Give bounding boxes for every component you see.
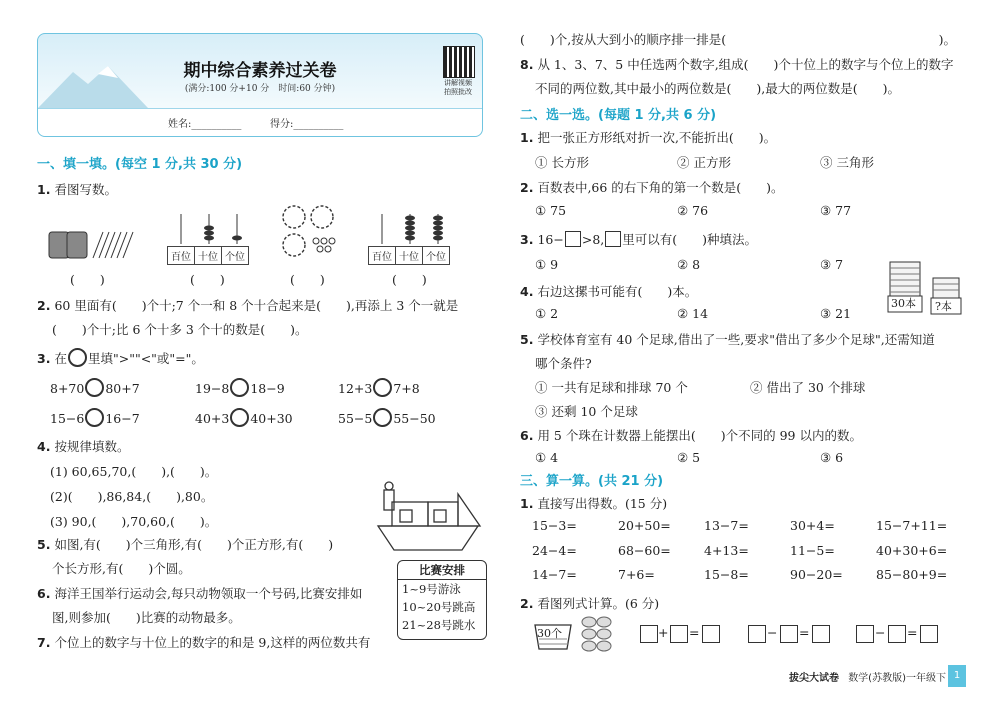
eq3-op: −: [875, 625, 886, 640]
choice-q6-opt-1[interactable]: ① 4: [535, 450, 559, 465]
calc-item[interactable]: 40+30+6=: [876, 543, 948, 558]
q1-answer-1[interactable]: ( ): [70, 272, 105, 287]
eq2-box-2[interactable]: [780, 625, 798, 643]
calc-item[interactable]: 15−8=: [704, 567, 749, 582]
exam-header: [37, 33, 483, 137]
book-stack-label-1: 30本: [891, 297, 916, 310]
race-schedule-title: 比赛安排: [398, 561, 486, 580]
q8-line2: 不同的两位数,其中最小的两位数是( ),最大的两位数是( )。: [535, 81, 900, 96]
choice-q5-line1: 5. 学校体育室有 40 个足球,借出了一些,要求"借出了多少个足球",还需知道: [520, 332, 935, 347]
calc-item[interactable]: 7+6=: [618, 567, 655, 582]
calc-item[interactable]: 30+4=: [790, 518, 835, 533]
score-label: 得分:__________: [270, 119, 344, 130]
eq1-equals: =: [689, 625, 700, 640]
race-rule-1: 1~9号游泳: [402, 582, 461, 596]
q3: 3. 在 里填">""<"或"="。: [37, 348, 204, 367]
calc-item[interactable]: 15−3=: [532, 518, 577, 533]
eq3-box-1[interactable]: [856, 625, 874, 643]
choice-q1-opt-2[interactable]: ② 正方形: [677, 155, 731, 170]
eq2-box-3[interactable]: [812, 625, 830, 643]
page-number: 1: [948, 665, 966, 687]
q7: 7. 个位上的数字与十位上的数字的和是 9,这样的两位数共有: [37, 635, 371, 650]
q7-continued: ( )个,按从大到小的顺序排一排是( )。: [520, 32, 956, 47]
choice-q2-opt-2[interactable]: ② 76: [677, 203, 709, 218]
q4-item-2[interactable]: (2)( ),86,84,( ),80。: [50, 489, 214, 504]
choice-q4: 4. 右边这摞书可能有( )本。: [520, 284, 698, 299]
eq2-op: −: [767, 625, 778, 640]
bead-rings-icon: [280, 203, 340, 259]
footer-subject: 数学(苏教版)一年级下: [848, 673, 946, 684]
eq3-box-3[interactable]: [920, 625, 938, 643]
mountain-icon: [38, 64, 158, 108]
eq3-box-2[interactable]: [888, 625, 906, 643]
choice-q3: 3. 16− >8, 里可以有( )种填法。: [520, 232, 758, 247]
calc-item[interactable]: 68−60=: [618, 543, 671, 558]
choice-q3-opt-3[interactable]: ③ 7: [820, 257, 844, 272]
choice-q1-opt-3[interactable]: ③ 三角形: [820, 155, 874, 170]
q3-item-5[interactable]: 40+3 40+30: [195, 408, 293, 427]
q1-answer-4[interactable]: ( ): [392, 272, 427, 287]
q3-item-1[interactable]: 8+70 80+7: [50, 378, 140, 397]
exam-subtitle: (满分:100 分+10 分 时间:60 分钟): [184, 84, 336, 94]
book-stack-label-2: ?本: [935, 300, 952, 313]
q5-line1: 5. 如图,有( )个三角形,有( )个正方形,有( ): [37, 537, 334, 552]
eggs-icon: [580, 615, 614, 655]
race-rule-2: 10~20号跳高: [402, 600, 476, 614]
name-score-bar: [38, 108, 482, 136]
basket-label: 30个: [537, 627, 562, 640]
calc-item[interactable]: 90−20=: [790, 567, 843, 582]
choice-q4-opt-3[interactable]: ③ 21: [820, 306, 852, 321]
qr-code-icon[interactable]: [443, 46, 475, 78]
qr-label: 讲解视频 拍照批改: [444, 79, 472, 96]
bundled-sticks-icon: [47, 228, 137, 262]
q1-answer-2[interactable]: ( ): [190, 272, 225, 287]
list-title: 2. 看图列式计算。(6 分): [520, 596, 660, 611]
choice-q6-opt-3[interactable]: ③ 6: [820, 450, 844, 465]
choice-q2-opt-1[interactable]: ① 75: [535, 203, 567, 218]
eq3-equals: =: [907, 625, 918, 640]
calc-item[interactable]: 85−80+9=: [876, 567, 948, 582]
q6-line2: 图,则参加( )比赛的动物最多。: [52, 610, 241, 625]
boat-figure: [370, 480, 486, 556]
section-3-title: 三、算一算。(共 21 分): [520, 474, 664, 489]
choice-q6: 6. 用 5 个珠在计数器上能摆出( )个不同的 99 以内的数。: [520, 428, 862, 443]
calc-item[interactable]: 11−5=: [790, 543, 835, 558]
circle-icon: [68, 348, 87, 367]
calc-item[interactable]: 13−7=: [704, 518, 749, 533]
choice-q5-line2: 哪个条件?: [535, 356, 592, 371]
choice-q3-opt-2[interactable]: ② 8: [677, 257, 701, 272]
q1: 1. 看图写数。: [37, 182, 117, 197]
choice-q1-opt-1[interactable]: ① 长方形: [535, 155, 589, 170]
calc-item[interactable]: 14−7=: [532, 567, 577, 582]
q4-item-1[interactable]: (1) 60,65,70,( ),( )。: [50, 464, 218, 479]
q6-line1: 6. 海洋王国举行运动会,每只动物领取一个号码,比赛安排如: [37, 586, 363, 601]
eq1-box-2[interactable]: [670, 625, 688, 643]
choice-q5-opt-2[interactable]: ② 借出了 30 个排球: [750, 380, 866, 395]
choice-q5-opt-3[interactable]: ③ 还剩 10 个足球: [535, 404, 638, 419]
calc-item[interactable]: 24−4=: [532, 543, 577, 558]
q3-item-6[interactable]: 55−5 55−50: [338, 408, 436, 427]
eq2-equals: =: [799, 625, 810, 640]
q2-line2: ( )个十;比 6 个十多 3 个十的数是( )。: [52, 322, 308, 337]
q1-answer-3[interactable]: ( ): [290, 272, 325, 287]
section-2-title: 二、选一选。(每题 1 分,共 6 分): [520, 108, 717, 123]
eq1-op: +: [658, 625, 669, 640]
abacus-2: 百位 十位 个位: [368, 210, 452, 265]
choice-q2-opt-3[interactable]: ③ 77: [820, 203, 852, 218]
q3-item-4[interactable]: 15−6 16−7: [50, 408, 140, 427]
calc-item[interactable]: 4+13=: [704, 543, 749, 558]
footer-brand: 拔尖大试卷: [789, 673, 839, 684]
calc-title: 1. 直接写出得数。(15 分): [520, 496, 668, 511]
race-schedule-box: [397, 560, 487, 640]
choice-q4-opt-2[interactable]: ② 14: [677, 306, 709, 321]
abacus-1: 百位 十位 个位: [167, 210, 251, 265]
calc-item[interactable]: 20+50=: [618, 518, 671, 533]
q2-line1: 2. 60 里面有( )个十;7 个一和 8 个十合起来是( ),再添上 3 个一就是: [37, 298, 459, 313]
choice-q4-opt-1[interactable]: ① 2: [535, 306, 559, 321]
calc-item[interactable]: 15−7+11=: [876, 518, 948, 533]
footer: [789, 669, 946, 684]
choice-q2: 2. 百数表中,66 的右下角的第一个数是( )。: [520, 180, 784, 195]
q3-item-2[interactable]: 19−8 18−9: [195, 378, 285, 397]
choice-q5-opt-1[interactable]: ① 一共有足球和排球 70 个: [535, 380, 688, 395]
choice-q1: 1. 把一张正方形纸对折一次,不能折出( )。: [520, 130, 777, 145]
q4: 4. 按规律填数。: [37, 439, 130, 454]
section-1-title: 一、填一填。(每空 1 分,共 30 分): [37, 157, 243, 172]
exam-title: 期中综合素养过关卷: [183, 61, 337, 81]
q3-item-3[interactable]: 12+3 7+8: [338, 378, 420, 397]
name-label: 姓名:__________: [168, 119, 242, 130]
q4-item-3[interactable]: (3) 90,( ),70,60,( )。: [50, 514, 218, 529]
eq1-box-1[interactable]: [640, 625, 658, 643]
q5-line2: 个长方形,有( )个圆。: [52, 561, 191, 576]
eq1-box-3[interactable]: [702, 625, 720, 643]
choice-q3-opt-1[interactable]: ① 9: [535, 257, 559, 272]
eq2-box-1[interactable]: [748, 625, 766, 643]
q8-line1: 8. 从 1、3、7、5 中任选两个数字,组成( )个十位上的数字与个位上的数字: [520, 57, 954, 72]
race-rule-3: 21~28号跳水: [402, 618, 476, 632]
choice-q6-opt-2[interactable]: ② 5: [677, 450, 701, 465]
